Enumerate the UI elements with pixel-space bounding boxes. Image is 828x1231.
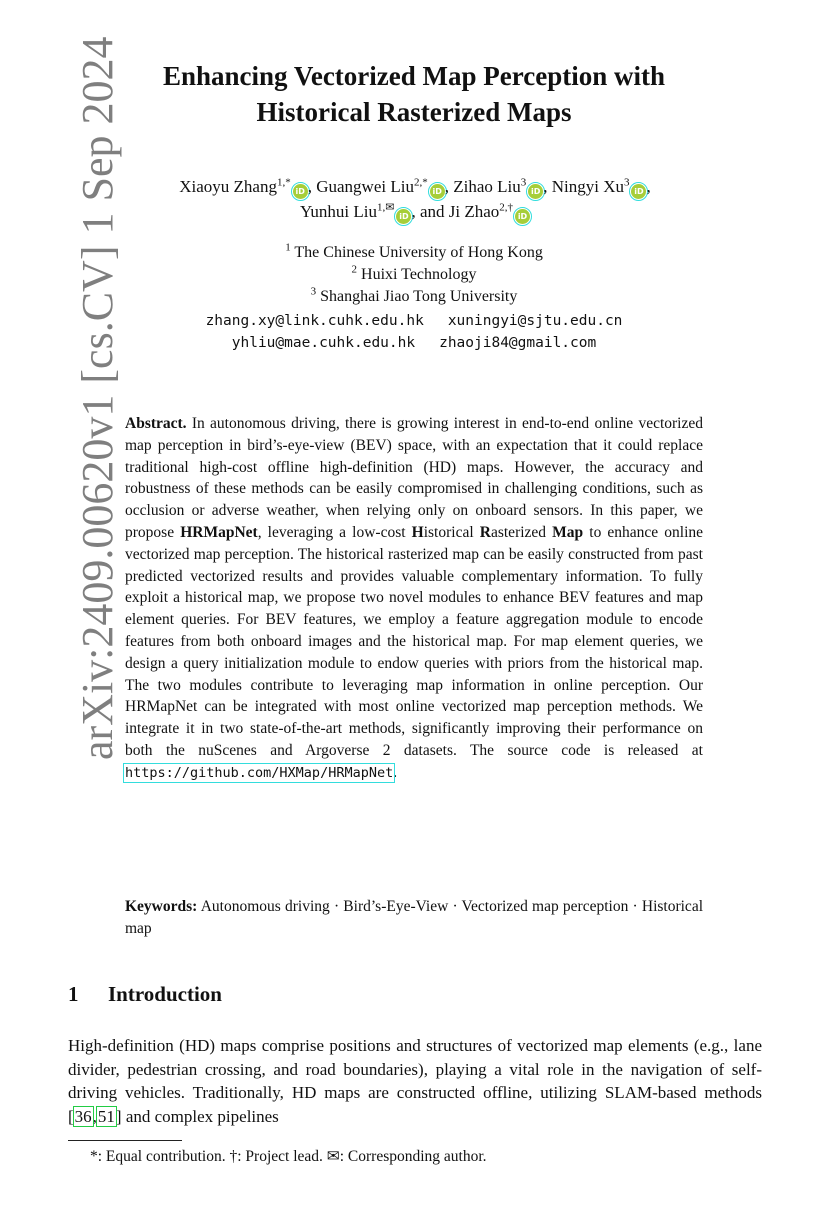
affiliation-name: Shanghai Jiao Tong University xyxy=(320,288,518,305)
title-line-1: Enhancing Vectorized Map Perception with xyxy=(163,61,665,91)
author-sup: 2,† xyxy=(499,201,514,214)
keywords xyxy=(125,896,703,940)
author-name: Guangwei Liu xyxy=(316,177,414,196)
author-sup: 1,* xyxy=(276,176,291,189)
abstract-end: . xyxy=(393,763,398,781)
section-number: 1 xyxy=(68,982,79,1006)
title-line-2: Historical Rasterized Maps xyxy=(256,97,572,127)
affiliation-name: Huixi Technology xyxy=(361,266,477,283)
author-sup: 3 xyxy=(520,176,527,189)
email-address: yhliu@mae.cuhk.edu.hk xyxy=(231,335,416,351)
affiliation-sup: 3 xyxy=(310,285,317,298)
affiliation xyxy=(100,264,728,286)
abstract xyxy=(125,413,703,785)
affiliation-sup: 1 xyxy=(285,241,291,254)
abstract-label: Abstract. xyxy=(125,415,187,432)
author-sup: 2,* xyxy=(413,176,428,189)
author-line-2: Yunhui Liu$^{1,✉}$iD , and Ji Zhao$^{2,\dagger}$iD xyxy=(95,199,735,224)
email-address: zhang.xy@link.cuhk.edu.hk xyxy=(205,313,424,329)
intro-text: and complex pipelines xyxy=(125,1106,279,1126)
author-sup: 3 xyxy=(623,176,630,189)
acronym-letter: H xyxy=(411,523,424,541)
section-title: Introduction xyxy=(108,982,222,1006)
author-name: Ji Zhao xyxy=(448,202,500,221)
acronym-word: Map xyxy=(552,523,584,541)
email-address: xuningyi@sjtu.edu.cn xyxy=(447,313,623,329)
author-list xyxy=(95,174,735,224)
affiliation xyxy=(100,242,728,264)
affiliation xyxy=(100,286,728,308)
abstract-text: asterized xyxy=(490,523,547,541)
method-name: HRMapNet xyxy=(180,523,258,541)
arxiv-stamp xyxy=(14,36,122,760)
author-and: and xyxy=(419,202,445,221)
orcid-icon[interactable]: iD xyxy=(515,209,530,224)
arxiv-stamp-text: arXiv:2409.00620v1 [cs.CV] 1 Sep 2024 xyxy=(73,36,122,760)
author-sup: 1,✉ xyxy=(376,201,395,214)
intro-text: High-definition (HD) maps comprise positions and structures of vectorized map elements (e.g., lane divider, pedestrian crossing, and road boundaries), playing a vital role in the navigation of self-driving vehicles. Traditionally, HD maps are constructed offline, utilizing SLAM-based methods xyxy=(68,1036,762,1102)
email-row xyxy=(100,310,728,332)
footnote: *: Equal contribution. †: Project lead. ✉: Corresponding author. xyxy=(90,1148,487,1165)
affiliation-list xyxy=(100,242,728,308)
author-name: Xiaoyu Zhang xyxy=(179,177,277,196)
email-list xyxy=(100,310,728,354)
keywords-text: Autonomous driving · Bird’s-Eye-View · Vectorized map perception · Historical map xyxy=(125,898,704,937)
email-row xyxy=(100,332,728,354)
acronym-letter: R xyxy=(479,523,491,541)
code-link[interactable]: https://github.com/HXMap/HRMapNet xyxy=(125,764,394,781)
paper-title xyxy=(80,58,748,130)
orcid-icon[interactable]: iD xyxy=(293,184,308,199)
citation-link[interactable]: 51 xyxy=(97,1106,115,1126)
abstract-text: to enhance online vectorized map perception. The historical rasterized map can be easily constructed from past predicted vectorized results and provides valuable complementary information. To fully exploit a historical map, we propose two novel modules to enhance BEV features and map element queries. For BEV features, we employ a feature aggregation module to encode features from both onboard images and the historical map. For map element queries, we design a query initialization module to endow queries with priors from the historical map. The two modules contribute to leveraging map information in online perception. Our HRMapNet can be integrated with most online vectorized map perception methods. We integrate it in two state-of-the-art methods, significantly improving their performance on both the nuScenes and Argoverse 2 datasets. The source code is released at xyxy=(125,523,704,759)
abstract-text: In autonomous driving, there is growing interest in end-to-end online vectorized map perception in bird’s-eye-view (BEV) space, with an expectation that it could replace traditional high-cost offline high-definition (HD) maps. However, the accuracy and robustness of these methods can be easily compromised in challenging conditions, such as occlusion or adverse weather, when relying only on onboard sensors. In this paper, we propose xyxy=(125,415,704,541)
keywords-label: Keywords: xyxy=(125,898,198,915)
author-name: Ningyi Xu xyxy=(551,177,624,196)
author-name: Yunhui Liu xyxy=(299,202,377,221)
orcid-icon[interactable]: iD xyxy=(528,184,543,199)
email-address: zhaoji84@gmail.com xyxy=(439,335,597,351)
citation-link[interactable]: 36 xyxy=(74,1106,92,1126)
orcid-icon[interactable]: iD xyxy=(396,209,411,224)
author-name: Zihao Liu xyxy=(453,177,521,196)
affiliation-sup: 2 xyxy=(351,263,358,276)
affiliation-name: The Chinese University of Hong Kong xyxy=(294,244,543,261)
orcid-icon[interactable]: iD xyxy=(430,184,445,199)
footnote-rule xyxy=(68,1140,182,1141)
author-line-1: Xiaoyu Zhang$^{1,*}$iD , Guangwei Liu$^{2,*}$iD , Zihao Liu$^3$iD , Ningyi Xu$^3$iD , xyxy=(95,174,735,199)
abstract-text: istorical xyxy=(423,523,474,541)
section-heading xyxy=(68,982,222,1007)
intro-paragraph: High-definition (HD) maps comprise positions and structures of vectorized map elements (e.g., lane divider, pedestrian crossing, and road boundaries), playing a vital role in the navigation of self-driving vehicles. Traditionally, HD maps are constructed offline, utilizing SLAM-based methods [36,51] and complex pipelines xyxy=(68,1036,762,1126)
orcid-icon[interactable]: iD xyxy=(631,184,646,199)
abstract-text: , leveraging a low-cost xyxy=(257,523,406,541)
